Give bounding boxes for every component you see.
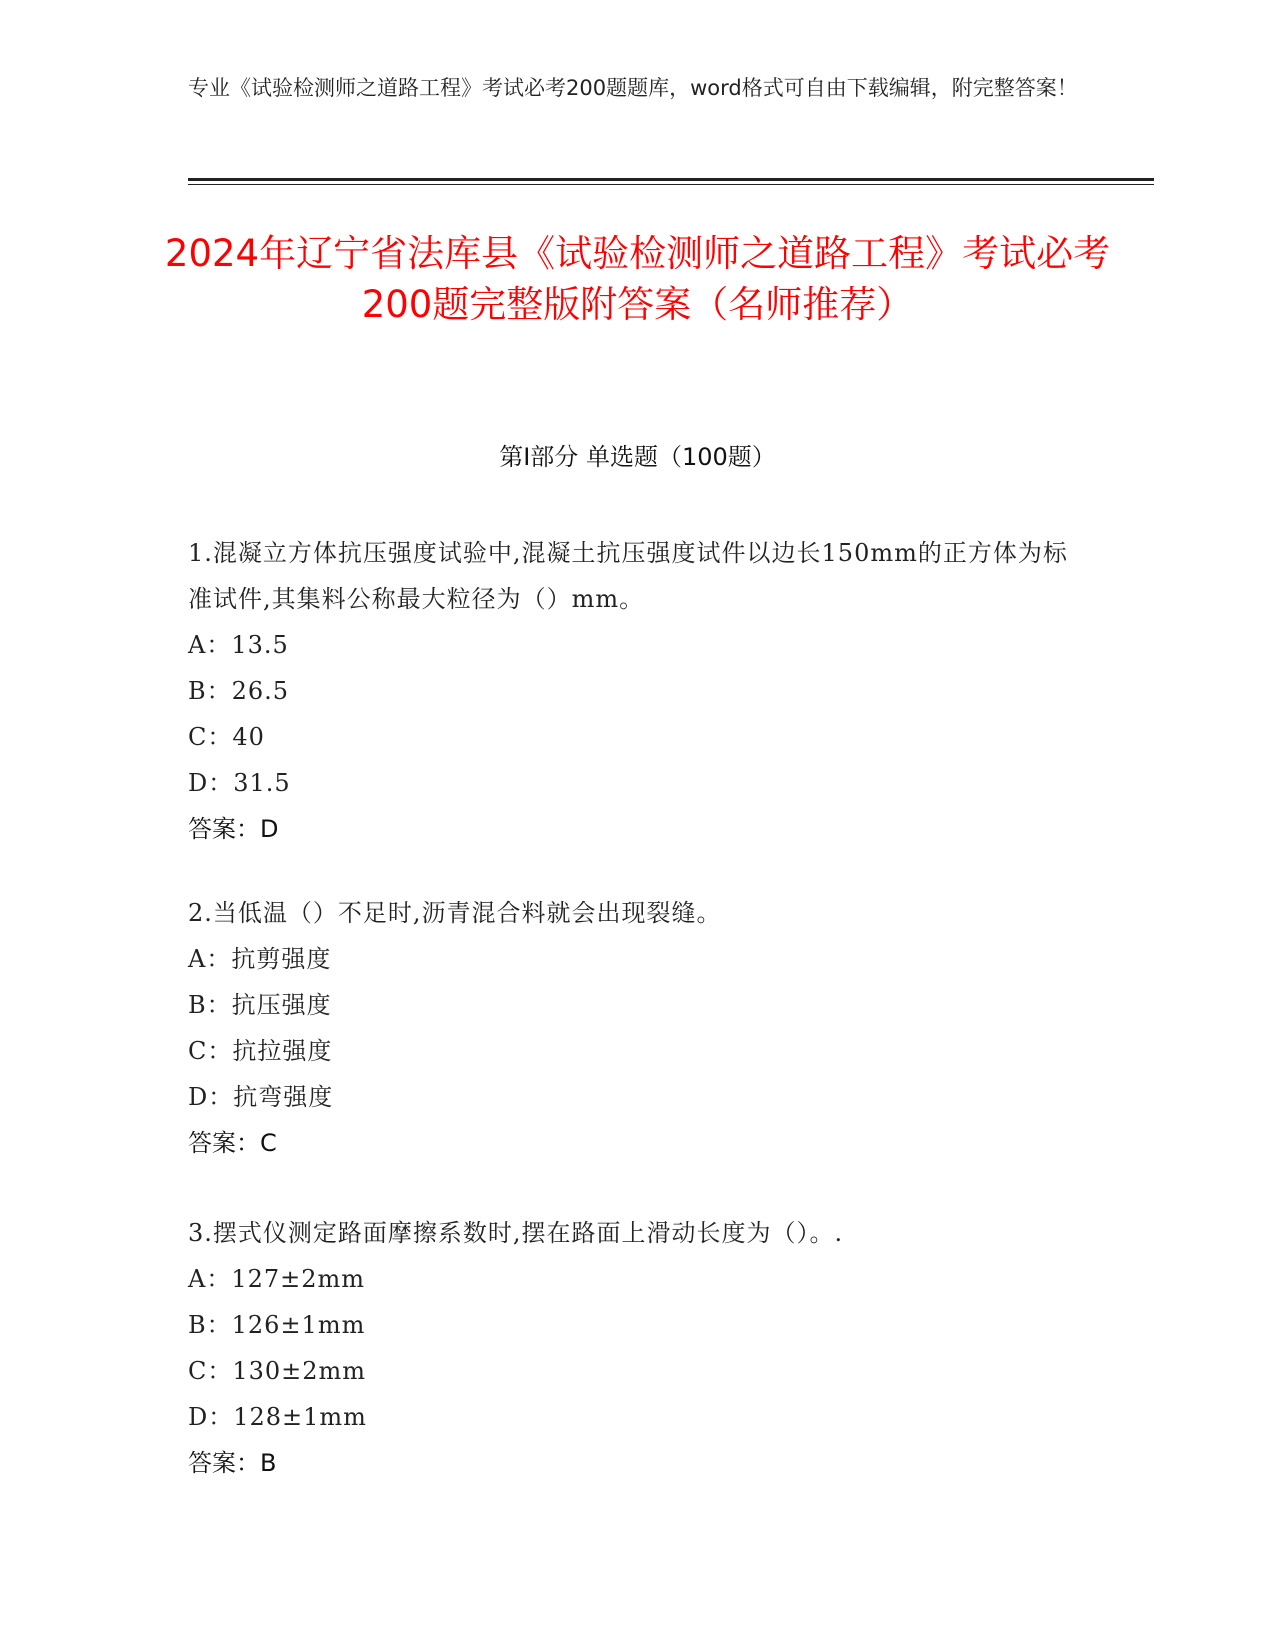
question-stem: 3.摆式仪测定路面摩擦系数时,摆在路面上滑动长度为（）。.	[188, 1219, 844, 1247]
answer: 答案：C	[188, 1129, 277, 1157]
option-d: D：128±1mm	[188, 1403, 367, 1431]
answer: 答案：D	[188, 815, 279, 843]
option-a: A：127±2mm	[188, 1265, 366, 1293]
answer: 答案：B	[188, 1449, 277, 1477]
option-b: B：抗压强度	[188, 991, 332, 1019]
question-stem: 1.混凝立方体抗压强度试验中,混凝土抗压强度试件以边长150mm的正方体为标准试件,其集料公称最大粒径为（）mm。	[188, 539, 1068, 613]
option-d: D：31.5	[188, 769, 291, 797]
document-title: 2024年辽宁省法库县《试验检测师之道路工程》考试必考200题完整版附答案（名师推荐）	[164, 232, 1111, 326]
header-rule-thick	[188, 178, 1154, 181]
option-c: C：40	[188, 723, 265, 751]
option-c: C：130±2mm	[188, 1357, 367, 1385]
option-b: B：126±1mm	[188, 1311, 366, 1339]
option-d: D：抗弯强度	[188, 1083, 334, 1111]
question-2	[188, 890, 1088, 1166]
question-1	[188, 530, 1088, 852]
header-rule-thin	[188, 184, 1154, 185]
question-3	[188, 1210, 1088, 1486]
option-a: A：抗剪强度	[188, 945, 332, 973]
header-note: 专业《试验检测师之道路工程》考试必考200题题库，word格式可自由下载编辑，附完整答案！	[188, 76, 1078, 100]
option-a: A：13.5	[188, 631, 289, 659]
question-stem: 2.当低温（）不足时,沥青混合料就会出现裂缝。	[188, 899, 722, 927]
section-title: 第I部分 单选题（100题）	[499, 443, 776, 471]
option-b: B：26.5	[188, 677, 290, 705]
option-c: C：抗拉强度	[188, 1037, 333, 1065]
